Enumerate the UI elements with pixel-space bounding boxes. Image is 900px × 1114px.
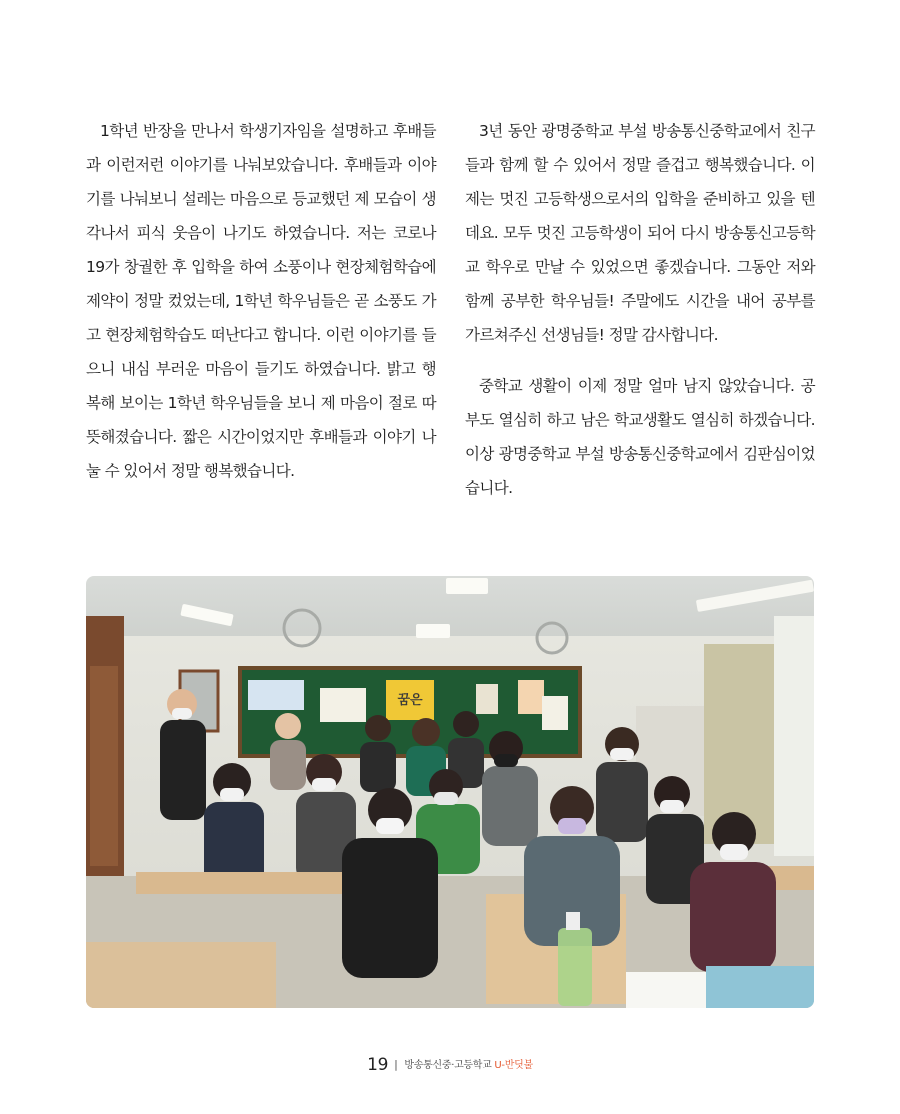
- publication-name: 방송통신중·고등학교: [404, 1060, 492, 1071]
- footer-separator: |: [394, 1058, 398, 1071]
- hand-sanitizer-bottle: [558, 928, 592, 1006]
- paper-sheet: [626, 972, 716, 1008]
- paragraph: 3년 동안 광명중학교 부설 방송통신중학교에서 친구들과 함께 할 수 있어서 정말 즐겁고 행복했습니다. 이제는 멋진 고등학생으로서의 입학을 준비하고 있을 텐데요. 모두 멋진 고등학생이 되어 다시 방송통신고등학교 학우로 만날 수 있었으면 좋겠습니다. 그동안 저와 함께 공부한 학우님들! 주말에도 시간을 내어 공부를 가르쳐주신 선생님들! 정말 감사합니다.: [465, 122, 815, 344]
- door: [90, 666, 118, 866]
- board-poster: [320, 688, 366, 722]
- article-right-column: [465, 114, 815, 505]
- page-number: 19: [367, 1055, 389, 1075]
- board-sign-text: 꿈은: [397, 693, 423, 708]
- classroom-group-photo: [86, 576, 814, 1008]
- ceiling-light: [416, 624, 450, 638]
- photo-illustration: [86, 576, 814, 1008]
- window-right: [774, 616, 814, 856]
- board-poster: [476, 684, 498, 714]
- sanitizer-pump: [566, 912, 580, 930]
- paragraph: 1학년 반장을 만나서 학생기자임을 설명하고 후배들과 이런저런 이야기를 나눠보았습니다. 후배들과 이야기를 나눠보니 설레는 마음으로 등교했던 제 모습이 생각나서 피식 웃음이 나기도 하였습니다. 저는 코로나19가 창궐한 후 입학을 하여 소풍이나 현장체험학습에 제약이 정말 컸었는데, 1학년 학우님들은 곧 소풍도 가고 현장체험학습도 떠난다고 합니다. 이런 이야기를 들으니 내심 부러운 마음이 들기도 하였습니다. 밝고 행복해 보이는 1학년 학우님들을 보니 제 마음이 절로 따뜻해졌습니다. 짧은 시간이었지만 후배들과 이야기 나눌 수 있어서 정말 행복했습니다.: [86, 122, 436, 480]
- board-poster: [518, 680, 544, 714]
- page-footer: [0, 1055, 900, 1075]
- board-poster: [542, 696, 568, 730]
- basket: [706, 966, 814, 1008]
- article-left-column: [86, 114, 436, 488]
- publication-accent: U-반딧불: [494, 1060, 533, 1071]
- desk: [86, 942, 276, 1008]
- desk: [136, 872, 366, 894]
- paragraph: 중학교 생활이 이제 정말 얼마 남지 않았습니다. 공부도 열심히 하고 남은 학교생활도 열심히 하겠습니다. 이상 광명중학교 부설 방송통신중학교에서 김판심이었습니다.: [465, 377, 815, 497]
- board-poster: [248, 680, 304, 710]
- ceiling-light: [446, 578, 488, 594]
